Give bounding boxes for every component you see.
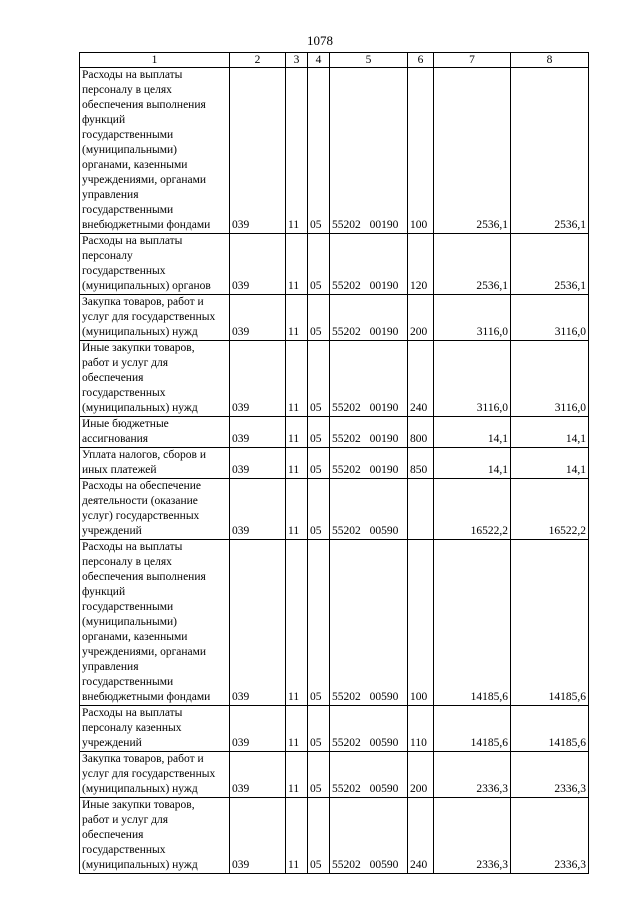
amount-column-8: 14,1 — [511, 417, 589, 448]
expense-name — [80, 448, 230, 479]
amount-column-8: 16522,2 — [511, 479, 589, 540]
amount-column-7: 2336,3 — [434, 798, 511, 874]
expense-name-line: обеспечения выполнения — [82, 571, 206, 583]
table-row — [80, 68, 589, 234]
expense-kind-code: 100 — [408, 540, 434, 706]
expense-kind-code: 120 — [408, 234, 434, 295]
table-row — [80, 295, 589, 341]
expense-name-line: Уплата налогов, сборов и — [82, 449, 206, 461]
table-row — [80, 448, 589, 479]
expense-name — [80, 479, 230, 540]
expense-name-line: обеспечения выполнения — [82, 99, 206, 111]
expense-name-line: обеспечения — [82, 372, 144, 384]
amount-column-7: 3116,0 — [434, 295, 511, 341]
expense-name-line: государственными — [82, 601, 174, 613]
subsection-code: 05 — [308, 341, 330, 417]
column-header: 5 — [330, 53, 408, 68]
section-code: 11 — [286, 540, 308, 706]
expense-name-line: органами, казенными — [82, 159, 188, 171]
ministry-code: 039 — [230, 540, 286, 706]
expense-name-line: органами, казенными — [82, 631, 188, 643]
expense-name-line: управления — [82, 189, 139, 201]
expense-name-line: Закупка товаров, работ и — [82, 753, 204, 765]
ministry-code: 039 — [230, 295, 286, 341]
expense-name-line: услуг) государственных — [82, 510, 200, 522]
amount-column-8: 2536,1 — [511, 234, 589, 295]
section-code: 11 — [286, 295, 308, 341]
expense-name — [80, 68, 230, 234]
target-article-code: 55202 00590 — [330, 540, 408, 706]
expense-name — [80, 417, 230, 448]
amount-column-7: 14185,6 — [434, 706, 511, 752]
expense-name-line: учреждений — [82, 737, 142, 749]
table-row — [80, 798, 589, 874]
amount-column-7: 2336,3 — [434, 752, 511, 798]
expense-name — [80, 798, 230, 874]
expense-kind-code: 100 — [408, 68, 434, 234]
section-code: 11 — [286, 798, 308, 874]
expense-kind-code: 110 — [408, 706, 434, 752]
expense-name-line: Иные бюджетные — [82, 418, 169, 430]
target-article-code: 55202 00190 — [330, 417, 408, 448]
header-row — [80, 53, 589, 68]
ministry-code: 039 — [230, 341, 286, 417]
expense-name-line: внебюджетными фондами — [82, 219, 211, 231]
amount-column-7: 14,1 — [434, 417, 511, 448]
table-body — [80, 68, 589, 874]
expense-name-line: обеспечения — [82, 829, 144, 841]
expense-name-line: ассигнования — [82, 433, 149, 445]
expense-kind-code: 800 — [408, 417, 434, 448]
expense-kind-code — [408, 479, 434, 540]
expense-name-line: персоналу — [82, 250, 133, 262]
expense-name-line: Иные закупки товаров, — [82, 799, 195, 811]
expense-name-line: Иные закупки товаров, — [82, 342, 195, 354]
expense-name-line: внебюджетными фондами — [82, 691, 211, 703]
amount-column-8: 2536,1 — [511, 68, 589, 234]
subsection-code: 05 — [308, 798, 330, 874]
expense-name-line: работ и услуг для — [82, 814, 169, 826]
table-row — [80, 706, 589, 752]
column-header: 3 — [286, 53, 308, 68]
expense-name-line: Расходы на выплаты — [82, 69, 183, 81]
ministry-code: 039 — [230, 68, 286, 234]
ministry-code: 039 — [230, 417, 286, 448]
amount-column-7: 3116,0 — [434, 341, 511, 417]
column-header: 4 — [308, 53, 330, 68]
ministry-code: 039 — [230, 752, 286, 798]
column-header: 1 — [80, 53, 230, 68]
target-article-code: 55202 00590 — [330, 706, 408, 752]
ministry-code: 039 — [230, 706, 286, 752]
subsection-code: 05 — [308, 540, 330, 706]
expense-name-line: персоналу в целях — [82, 84, 172, 96]
expense-name-line: функций — [82, 114, 126, 126]
column-header: 6 — [408, 53, 434, 68]
section-code: 11 — [286, 752, 308, 798]
amount-column-7: 14,1 — [434, 448, 511, 479]
section-code: 11 — [286, 706, 308, 752]
ministry-code: 039 — [230, 798, 286, 874]
expense-name-line: государственных — [82, 265, 166, 277]
target-article-code: 55202 00590 — [330, 479, 408, 540]
subsection-code: 05 — [308, 706, 330, 752]
amount-column-7: 2536,1 — [434, 234, 511, 295]
expense-kind-code: 240 — [408, 341, 434, 417]
budget-table — [79, 52, 589, 874]
amount-column-7: 16522,2 — [434, 479, 511, 540]
expense-name-line: государственными — [82, 129, 174, 141]
expense-name-line: учреждений — [82, 525, 142, 537]
column-header: 7 — [434, 53, 511, 68]
expense-name-line: Расходы на выплаты — [82, 541, 183, 553]
table-row — [80, 417, 589, 448]
expense-name-line: управления — [82, 661, 139, 673]
subsection-code: 05 — [308, 68, 330, 234]
expense-name-line: (муниципальных) органов — [82, 280, 211, 292]
subsection-code: 05 — [308, 448, 330, 479]
expense-name-line: (муниципальных) нужд — [82, 326, 198, 338]
column-header: 8 — [511, 53, 589, 68]
expense-name-line: Расходы на обеспечение — [82, 480, 201, 492]
target-article-code: 55202 00590 — [330, 752, 408, 798]
expense-name — [80, 752, 230, 798]
amount-column-8: 3116,0 — [511, 341, 589, 417]
expense-name-line: (муниципальных) нужд — [82, 783, 198, 795]
amount-column-7: 2536,1 — [434, 68, 511, 234]
expense-name-line: (муниципальных) нужд — [82, 859, 198, 871]
expense-name-line: (муниципальными) — [82, 616, 177, 628]
expense-name-line: персоналу в целях — [82, 556, 172, 568]
amount-column-8: 14185,6 — [511, 540, 589, 706]
expense-kind-code: 240 — [408, 798, 434, 874]
target-article-code: 55202 00190 — [330, 234, 408, 295]
expense-name — [80, 540, 230, 706]
expense-name — [80, 706, 230, 752]
amount-column-8: 14185,6 — [511, 706, 589, 752]
subsection-code: 05 — [308, 752, 330, 798]
target-article-code: 55202 00190 — [330, 68, 408, 234]
section-code: 11 — [286, 479, 308, 540]
expense-name-line: деятельности (оказание — [82, 495, 198, 507]
table-row — [80, 234, 589, 295]
expense-name-line: Закупка товаров, работ и — [82, 296, 204, 308]
expense-name-line: государственными — [82, 676, 174, 688]
expense-name — [80, 295, 230, 341]
amount-column-8: 14,1 — [511, 448, 589, 479]
section-code: 11 — [286, 341, 308, 417]
target-article-code: 55202 00190 — [330, 341, 408, 417]
page-number: 1078 — [307, 33, 333, 48]
table-row — [80, 479, 589, 540]
expense-name-line: (муниципальных) нужд — [82, 402, 198, 414]
expense-name-line: учреждениями, органами — [82, 646, 207, 658]
subsection-code: 05 — [308, 417, 330, 448]
expense-name-line: государственными — [82, 204, 174, 216]
expense-name-line: Расходы на выплаты — [82, 707, 183, 719]
expense-name-line: Расходы на выплаты — [82, 235, 183, 247]
target-article-code: 55202 00590 — [330, 798, 408, 874]
table-row — [80, 341, 589, 417]
subsection-code: 05 — [308, 479, 330, 540]
section-code: 11 — [286, 68, 308, 234]
expense-name-line: услуг для государственных — [82, 768, 216, 780]
amount-column-8: 2336,3 — [511, 798, 589, 874]
section-code: 11 — [286, 234, 308, 295]
section-code: 11 — [286, 417, 308, 448]
expense-kind-code: 200 — [408, 752, 434, 798]
table-row — [80, 540, 589, 706]
expense-kind-code: 850 — [408, 448, 434, 479]
target-article-code: 55202 00190 — [330, 448, 408, 479]
expense-kind-code: 200 — [408, 295, 434, 341]
expense-name-line: услуг для государственных — [82, 311, 216, 323]
subsection-code: 05 — [308, 295, 330, 341]
expense-name-line: государственных — [82, 844, 166, 856]
amount-column-8: 2336,3 — [511, 752, 589, 798]
subsection-code: 05 — [308, 234, 330, 295]
section-code: 11 — [286, 448, 308, 479]
expense-name-line: иных платежей — [82, 464, 157, 476]
amount-column-8: 3116,0 — [511, 295, 589, 341]
expense-name-line: функций — [82, 586, 126, 598]
expense-name-line: персоналу казенных — [82, 722, 182, 734]
expense-name — [80, 234, 230, 295]
expense-name — [80, 341, 230, 417]
ministry-code: 039 — [230, 479, 286, 540]
expense-name-line: государственных — [82, 387, 166, 399]
expense-name-line: учреждениями, органами — [82, 174, 207, 186]
ministry-code: 039 — [230, 234, 286, 295]
ministry-code: 039 — [230, 448, 286, 479]
amount-column-7: 14185,6 — [434, 540, 511, 706]
column-header: 2 — [230, 53, 286, 68]
expense-name-line: (муниципальными) — [82, 144, 177, 156]
expense-name-line: работ и услуг для — [82, 357, 169, 369]
target-article-code: 55202 00190 — [330, 295, 408, 341]
table-row — [80, 752, 589, 798]
